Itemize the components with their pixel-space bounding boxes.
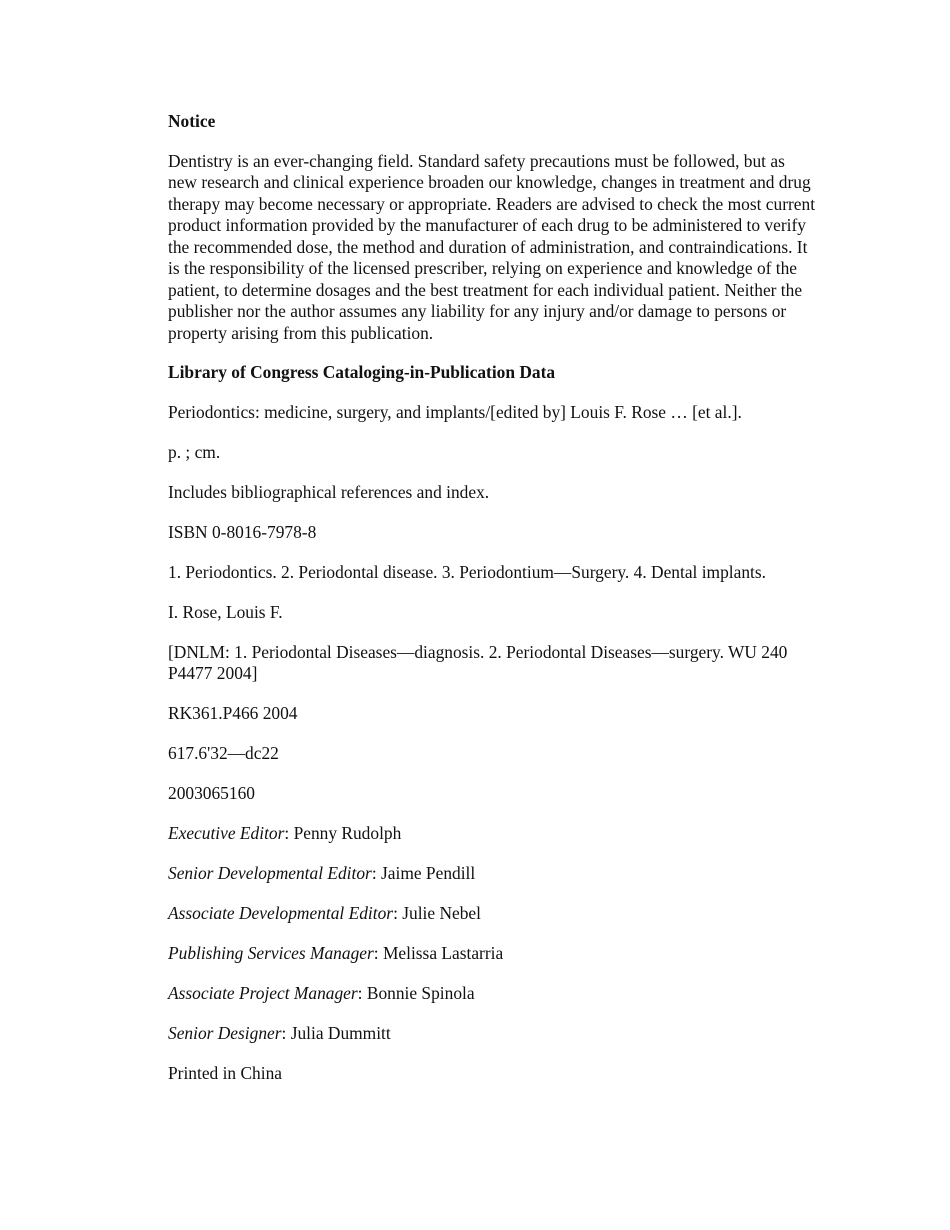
credit-name: Julia Dummitt <box>290 1023 391 1043</box>
credit-name: Julie Nebel <box>402 903 481 923</box>
cip-physical-line: p. ; cm. <box>168 441 221 462</box>
credit-role: Executive Editor <box>168 823 285 843</box>
cip-isbn-line: ISBN 0-8016-7978-8 <box>168 521 317 542</box>
cip-editor-line: I. Rose, Louis F. <box>168 601 283 622</box>
cip-lccn-line: 2003065160 <box>168 783 255 803</box>
cip-subjects-line: 1. Periodontics. 2. Periodontal disease. 3. Periodontium—Surgery. 4. Dental implants. <box>168 561 766 582</box>
notice-body: Dentistry is an ever-changing field. Standard safety precautions must be followed, but as new research and clinical experience broaden our knowledge, changes in treatment and drug therapy may become necessary or appropriate. Readers are advised to check the most current product information provided by the manufacturer of each drug to be administered to verify the recommended dose, the method and duration of administration, and contraindications. It is the responsibility of the licensed prescriber, relying on experience and knowledge of the patient, to determine dosages and the best treatment for each individual patient. Neither the publisher nor the author assumes any liability for any injury and/or damage to persons or property arising from this publication. <box>168 150 816 343</box>
cip-lc-class-line: RK361.P466 2004 <box>168 703 298 723</box>
credit-name: Jaime Pendill <box>381 863 476 883</box>
cip-heading: Library of Congress Cataloging-in-Publication Data <box>168 362 556 382</box>
credit-line: Senior Designer: Julia Dummitt <box>168 1023 391 1043</box>
credit-line: Associate Developmental Editor: Julie Nebel <box>168 903 481 923</box>
credit-line: Associate Project Manager: Bonnie Spinola <box>168 983 475 1003</box>
credit-role: Senior Developmental Editor <box>168 863 372 883</box>
cip-notes-line: Includes bibliographical references and index. <box>168 481 490 502</box>
credit-role: Associate Project Manager <box>168 983 358 1003</box>
notice-heading: Notice <box>168 111 216 131</box>
cip-dewey-line: 617.6'32—dc22 <box>168 743 279 763</box>
copyright-page <box>168 111 818 1103</box>
credit-role: Associate Developmental Editor <box>168 903 394 923</box>
cip-title-line: Periodontics: medicine, surgery, and implants/[edited by] Louis F. Rose … [et al.]. <box>168 401 742 422</box>
cip-dnlm-line: [DNLM: 1. Periodontal Diseases—diagnosis. 2. Periodontal Diseases—surgery. WU 240 P4477 2004] <box>168 641 788 683</box>
credit-line: Senior Developmental Editor: Jaime Pendill <box>168 863 476 883</box>
printed-in-line: Printed in China <box>168 1063 282 1083</box>
credit-name: Penny Rudolph <box>293 823 402 843</box>
credit-role: Senior Designer <box>168 1023 282 1043</box>
credit-name: Bonnie Spinola <box>366 983 475 1003</box>
credit-role: Publishing Services Manager <box>168 943 374 963</box>
credit-name: Melissa Lastarria <box>382 943 504 963</box>
credit-line: Executive Editor: Penny Rudolph <box>168 823 402 843</box>
credit-line: Publishing Services Manager: Melissa Lastarria <box>168 943 504 963</box>
